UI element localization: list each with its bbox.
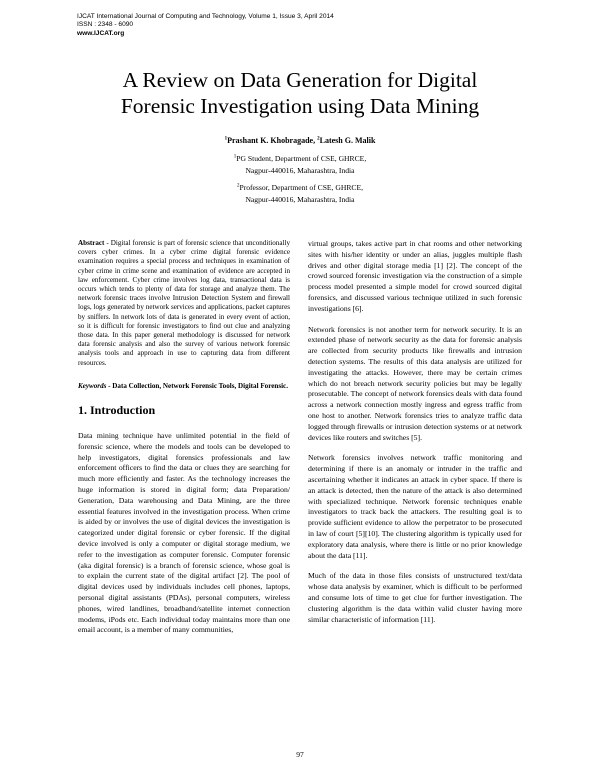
affiliation-2-line-1: Professor, Department of CSE, GHRCE, xyxy=(239,183,363,192)
journal-issn: ISSN : 2348 - 6090 xyxy=(77,21,134,29)
author-2-sup: 2 xyxy=(317,136,320,142)
author-list xyxy=(60,136,540,145)
journal-name: IJCAT International Journal of Computing and Technology, Volume 1, Issue 3, April 2014 xyxy=(77,13,334,20)
journal-header xyxy=(77,13,334,38)
intro-paragraph-1: Data mining technique have unlimited potential in the field of forensic science, where the models and tools can be developed to help investigators, digital forensics professionals and law enforcement officers to find the data or clues they are searching for much more efficiently and faster. As the technology increases the huge information is stored in digital form; data Preparation/ Generation, Data warehousing and Data Mining, are the three essential features involved in the investigation process. When crime is aided by or involves the use of digital devices the investigation is categorized under digital forensic or cyber forensic. If the digital device involved is only a computer or digital storage medium, we refer to the investigation as computer forensic. Computer forensic (aka digital forensic) is a branch of forensic science, whose goal is to explain the current state of the digital artifact [2]. The pool of digital devices used by individuals includes cell phones, laptops, personal digital assistants (PDAs), personal computers, wireless phones, wired landlines, broadband/satellite internet connection modems, iPods etc. Each individual today maintains more than one email account, is a member of many communities, xyxy=(78,431,290,635)
author-1-sup: 1 xyxy=(224,136,228,142)
title-line-2: Forensic Investigation using Data Mining xyxy=(120,94,480,118)
affiliation-2-line-2: Nagpur-440016, Maharashtra, India xyxy=(245,195,355,204)
affiliation-2-sup: 2 xyxy=(236,183,240,189)
intro-paragraph-1-continued: virtual groups, takes active part in chat rooms and other networking sites with his/her identity or under an alias, juggles multiple flash drives and other digital storage media [1] [2]. The concept of the crowd sourced forensic investigation via the construction of a simple process model presented a simple model for crowd sourced digital forensics, and discussed various technique utilized in such forensic investigations [6]. xyxy=(308,239,522,313)
keywords-text: - Data Collection, Network Forensic Tools, Digital Forensic. xyxy=(106,381,288,390)
affiliation-2 xyxy=(60,182,540,206)
abstract xyxy=(78,239,290,368)
abstract-label: Abstract xyxy=(78,239,105,247)
section-heading-introduction: 1. Introduction xyxy=(78,403,156,418)
title-line-1: A Review on Data Generation for Digital xyxy=(122,68,478,92)
intro-paragraph-4: Much of the data in those files consists of unstructured text/data whose data analysis by examiner, which is difficult to be performed and consume lots of time to get clue for further investigation. The clustering algorithm is the data within valid cluster having more similar characteristic of information [11]. xyxy=(308,571,522,624)
author-1-name: Prashant K. Khobragade, xyxy=(227,136,316,145)
keywords xyxy=(78,382,290,391)
right-column xyxy=(308,239,522,625)
left-column xyxy=(78,239,290,636)
affiliation-1-sup: 1 xyxy=(233,154,237,160)
intro-paragraph-3: Network forensics involves network traffic monitoring and determining if there is an anomaly or intruder in the traffic and ascertaining whether it indicates an attack in cyber space. If there is an attack is detected, then the nature of the attack is also determined with specialized technique. Network forensic techniques enable investigators to track back the attackers. The resulting goal is to provide sufficient evidence to allow the perpetrator to be prosecuted in law of court [5][10]. The clustering algorithm is typically used for exploratory data analysis, where there is little or no prior knowledge about the data [11]. xyxy=(308,453,522,560)
paper-title xyxy=(60,67,540,119)
author-2-name: Latesh G. Malik xyxy=(319,136,376,145)
affiliation-1 xyxy=(60,153,540,177)
abstract-text: - Digital forensic is part of forensic science that unconditionally covers cyber crimes. In a cyber crime digital forensic evidence examination requires a special process and techniques in examination of cyber crime in crime scene and examination of evidence are accepted in law enforcement. Cyber crime involves log data, transactional data is occurs which tends to plenty of data for storage and analyze them. The network forensic traces involve Intrusion Detection System and firewall logs, logs generated by network services and applications, packet captures by sniffers. In network lots of data is generated in every event of action, so it is difficult for forensic investigators to find out clue and analyzing those data. In this paper general methodology is discussed for network data forensic analysis and also the survey of various network forensic analysis tools and approach in use to capturing data from different resources. xyxy=(78,239,290,367)
affiliation-1-line-2: Nagpur-440016, Maharashtra, India xyxy=(245,166,355,175)
page-number: 97 xyxy=(296,750,304,759)
affiliation-1-line-1: PG Student, Department of CSE, GHRCE, xyxy=(236,154,367,163)
keywords-label: Keywords xyxy=(78,381,107,390)
intro-paragraph-2: Network forensics is not another term for network security. It is an extended phase of network security as the data for forensic analysis are collected from security products like firewalls and intrusion detection systems. The results of this data analysis are utilized for investigating the attacks. However, there may be certain crimes which do not breach network security policies but may be legally prosecutable. The concept of network forensics deals with data found across a network connection mostly ingress and egress traffic from one host to another. Network forensics tries to analyze traffic data logged through firewalls or intrusion detection systems or at network devices like routers and switches [5]. xyxy=(308,324,522,442)
journal-url[interactable]: www.IJCAT.org xyxy=(77,29,125,37)
